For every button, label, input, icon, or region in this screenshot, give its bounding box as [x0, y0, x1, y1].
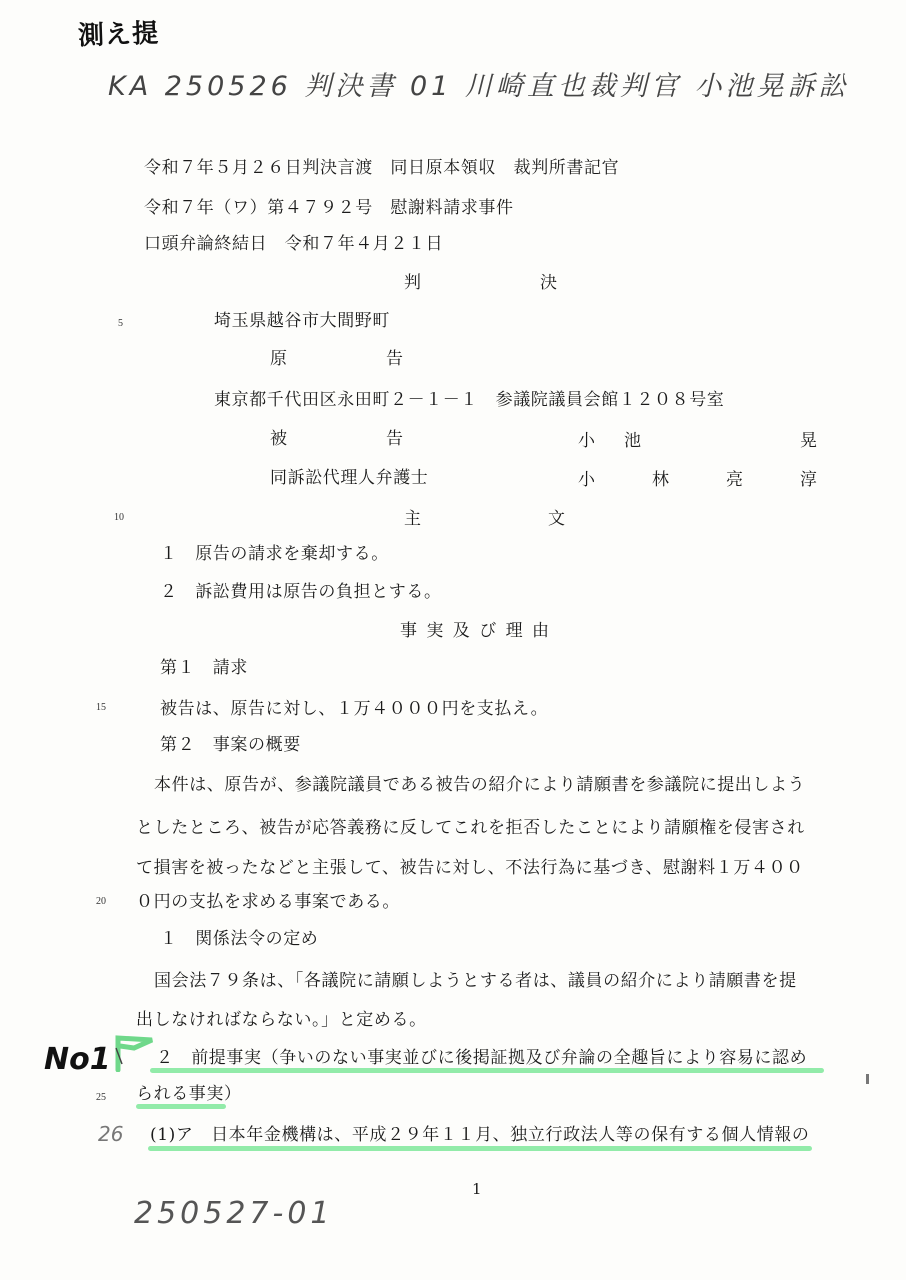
highlight-stroke	[148, 1146, 812, 1151]
title-char-1: 判	[404, 273, 421, 293]
agent-name-2: 林	[652, 470, 669, 490]
main-text-heading-1: 主	[404, 509, 421, 529]
agent-name-3: 亮	[726, 470, 743, 490]
green-flag-mark-icon	[112, 1034, 156, 1072]
plaintiff-label-1: 原	[270, 349, 287, 369]
item-a-line: (1)ア 日本年金機構は、平成２９年１１月、独立行政法人等の保有する個人情報の	[150, 1125, 810, 1145]
line-number: 5	[118, 318, 123, 329]
section-2-title: 第２ 事案の概要	[160, 735, 301, 755]
agent-name-1: 小	[578, 470, 595, 490]
defendant-label-1: 被	[270, 429, 287, 449]
plaintiff-label-2: 告	[386, 349, 403, 369]
plaintiff-address: 埼玉県越谷市大間野町	[214, 311, 390, 331]
line-number: 15	[96, 702, 106, 713]
subsection-1-body-line: 出しなければならない。」と定める。	[136, 1010, 427, 1030]
line-number: 10	[114, 512, 124, 523]
handwritten-bottom-code: 250527-01	[134, 1196, 334, 1231]
facts-heading: 事 実 及 び 理 由	[400, 621, 552, 641]
paragraph-line: としたところ、被告が応答義務に反してこれを拒否したことにより請願権を侵害され	[136, 818, 805, 838]
defendant-address: 東京都千代田区永田町２－１－１ 参議院議員会館１２０８号室	[214, 390, 725, 410]
handwritten-case-note: KA 250526 判決書 01 川崎直也裁判官 小池晃訴訟	[108, 71, 850, 102]
line-number: 20	[96, 896, 106, 907]
page-number: 1	[472, 1180, 482, 1198]
handwritten-no-marker: No1	[44, 1042, 111, 1077]
main-text-heading-2: 文	[548, 509, 565, 529]
agent-label: 同訴訟代理人弁護士	[270, 468, 429, 488]
subsection-2-title-line: ２ 前提事実（争いのない事実並びに後掲証拠及び弁論の全趣旨により容易に認め	[156, 1048, 808, 1068]
paragraph-line: ０円の支払を求める事案である。	[136, 892, 400, 912]
subsection-2-title-line: られる事実）	[136, 1084, 242, 1104]
title-char-2: 決	[540, 273, 557, 293]
handwritten-margin-number: 26	[98, 1122, 124, 1146]
defendant-name-1: 小	[578, 431, 595, 451]
subsection-1-title: １ 関係法令の定め	[160, 929, 319, 949]
defendant-name-2: 池	[624, 431, 641, 451]
section-1-title: 第１ 請求	[160, 658, 248, 678]
paragraph-line: て損害を被ったなどと主張して、被告に対し、不法行為に基づき、慰謝料１万４００	[136, 858, 804, 878]
subsection-1-body-line: 国会法７９条は、「各議院に請願しようとする者は、議員の紹介により請願書を提	[154, 971, 797, 991]
agent-name-4: 淳	[800, 470, 817, 490]
main-text-item-2: ２ 訴訟費用は原告の負担とする。	[160, 582, 442, 602]
header-line-1: 令和７年５月２６日判決言渡 同日原本領収 裁判所書記官	[144, 158, 620, 178]
header-line-3: 口頭弁論終結日 令和７年４月２１日	[144, 234, 444, 254]
section-1-body: 被告は、原告に対し、１万４０００円を支払え。	[160, 699, 549, 719]
line-number: 25	[96, 1092, 106, 1103]
margin-tick	[866, 1074, 869, 1084]
main-text-item-1: １ 原告の請求を棄却する。	[160, 544, 389, 564]
header-line-2: 令和７年（ワ）第４７９２号 慰謝料請求事件	[144, 198, 514, 218]
paragraph-line: 本件は、原告が、参議院議員である被告の紹介により請願書を参議院に提出しよう	[154, 775, 806, 795]
defendant-label-2: 告	[386, 429, 403, 449]
defendant-name-3: 晃	[800, 431, 817, 451]
handwritten-top-title: 測え提	[77, 18, 160, 52]
